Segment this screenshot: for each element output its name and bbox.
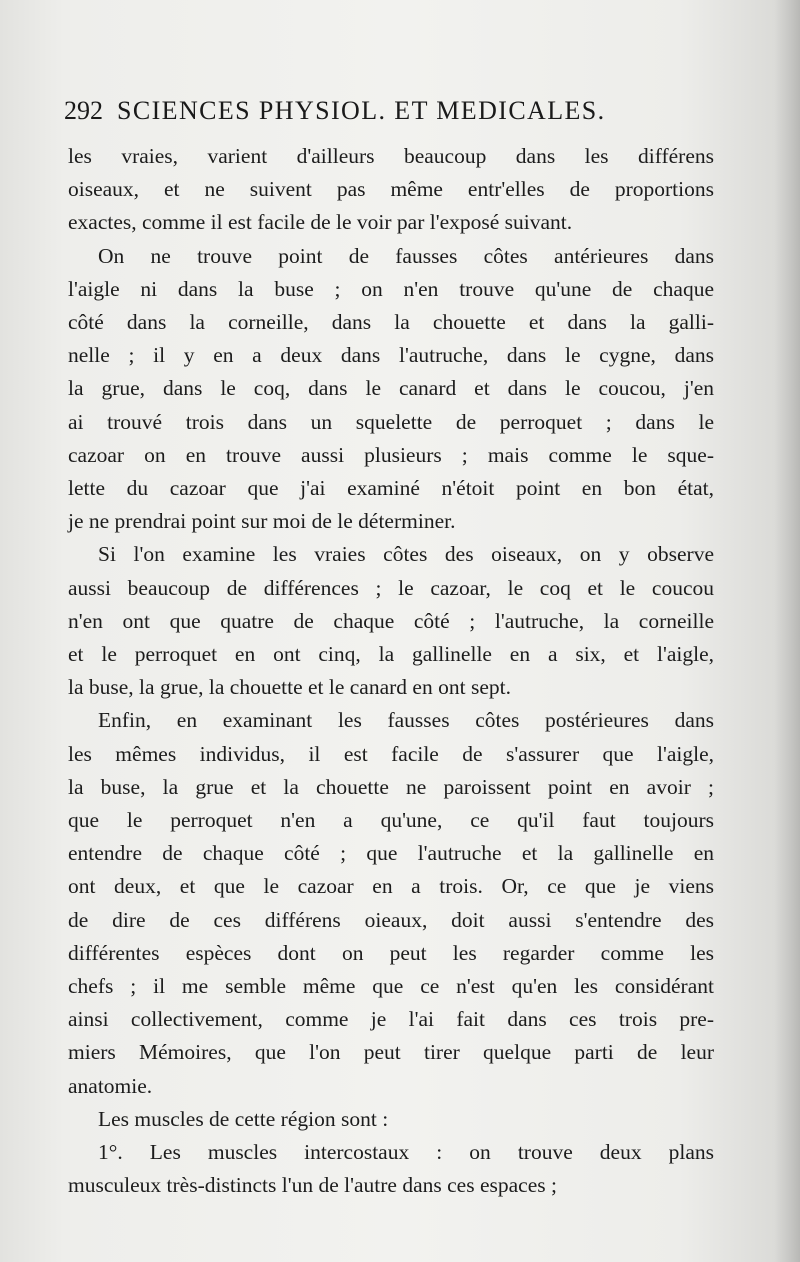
- text-line: lette du cazoar que j'ai examiné n'étoit point en bon état,: [68, 476, 714, 501]
- text-line: miers Mémoires, que l'on peut tirer quelque parti de leur: [68, 1040, 714, 1065]
- paragraph: [68, 538, 714, 704]
- text-line: Enfin, en examinant les fausses côtes postérieures dans: [98, 708, 714, 733]
- text-line: la buse, la grue et la chouette ne paroissent point en avoir ;: [68, 774, 714, 799]
- paragraph: [68, 240, 714, 539]
- text-line: anatomie.: [68, 1073, 153, 1098]
- text-line: les vraies, varient d'ailleurs beaucoup dans les différens: [68, 144, 714, 168]
- text-line: nelle ; il y en a deux dans l'autruche, dans le cygne, dans: [68, 343, 714, 368]
- paragraph: [68, 1136, 714, 1202]
- text-line: aussi beaucoup de différences ; le cazoar, le coq et le coucou: [68, 575, 714, 600]
- body-text: [68, 140, 714, 1203]
- text-line: je ne prendrai point sur moi de le déterminer.: [68, 509, 456, 534]
- text-line: On ne trouve point de fausses côtes antérieures dans: [98, 243, 714, 268]
- text-line: ont deux, et que le cazoar en a trois. Or, ce que je viens: [68, 874, 714, 899]
- text-line: Si l'on examine les vraies côtes des oiseaux, on y observe: [98, 542, 714, 567]
- page-number: 292: [64, 96, 103, 125]
- paragraph: [68, 704, 714, 1102]
- text-line: 1°. Les muscles intercostaux : on trouve deux plans: [98, 1140, 714, 1165]
- text-line: les mêmes individus, il est facile de s'assurer que l'aigle,: [68, 741, 714, 766]
- text-line: et le perroquet en ont cinq, la gallinelle en a six, et l'aigle,: [68, 642, 714, 667]
- text-line: de dire de ces différens oieaux, doit aussi s'entendre des: [68, 907, 714, 932]
- running-title: SCIENCES PHYSIOL. ET MEDICALES.: [117, 96, 606, 125]
- text-line: ainsi collectivement, comme je l'ai fait dans ces trois pre-: [68, 1007, 714, 1032]
- paragraph: [68, 140, 714, 240]
- text-line: exactes, comme il est facile de le voir par l'exposé suivant.: [68, 210, 573, 235]
- text-line: musculeux très-distincts l'un de l'autre dans ces espaces ;: [68, 1173, 557, 1198]
- text-line: n'en ont que quatre de chaque côté ; l'autruche, la corneille: [68, 608, 714, 633]
- text-line: l'aigle ni dans la buse ; on n'en trouve qu'une de chaque: [68, 276, 714, 301]
- text-line: Les muscles de cette région sont :: [98, 1106, 389, 1131]
- text-line: côté dans la corneille, dans la chouette et dans la galli-: [68, 310, 714, 335]
- paragraph: [68, 1103, 714, 1136]
- text-line: entendre de chaque côté ; que l'autruche et la gallinelle en: [68, 841, 714, 866]
- text-line: chefs ; il me semble même que ce n'est qu'en les considérant: [68, 974, 714, 999]
- page-fold-shadow: [774, 0, 800, 1262]
- text-line: oiseaux, et ne suivent pas même entr'elles de proportions: [68, 177, 714, 202]
- text-line: la buse, la grue, la chouette et le canard en ont sept.: [68, 675, 511, 700]
- text-line: que le perroquet n'en a qu'une, ce qu'il faut toujours: [68, 808, 714, 833]
- text-line: différentes espèces dont on peut les regarder comme les: [68, 940, 714, 965]
- text-line: cazoar on en trouve aussi plusieurs ; mais comme le sque-: [68, 442, 714, 467]
- text-line: ai trouvé trois dans un squelette de perroquet ; dans le: [68, 409, 714, 434]
- text-line: la grue, dans le coq, dans le canard et dans le coucou, j'en: [68, 376, 714, 401]
- running-head: [64, 96, 704, 136]
